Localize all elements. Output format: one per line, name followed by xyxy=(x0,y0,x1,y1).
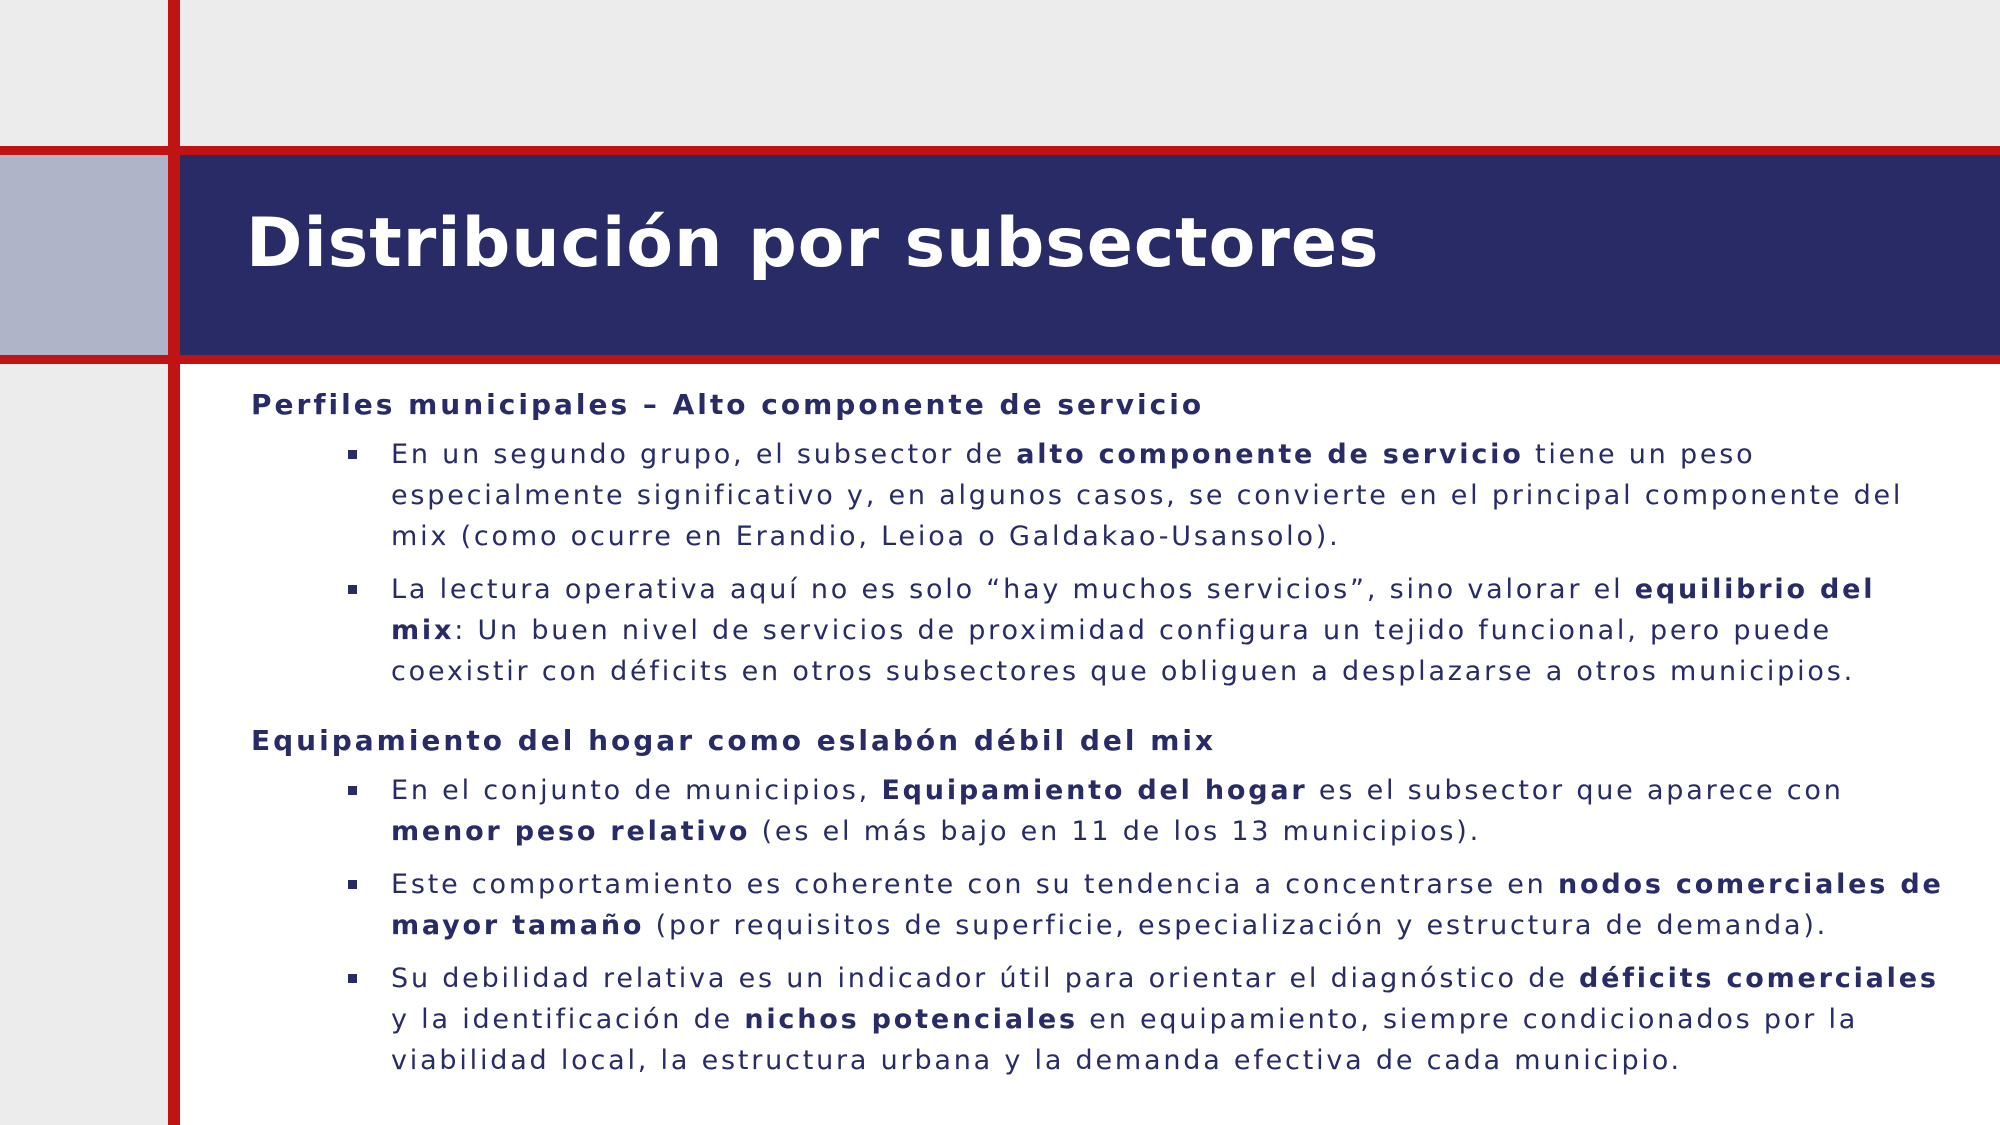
bold-text: menor peso relativo xyxy=(391,816,751,847)
square-bullet-icon xyxy=(348,585,357,594)
square-bullet-icon xyxy=(348,450,357,459)
square-bullet-icon xyxy=(348,880,357,889)
red-rule-top xyxy=(0,146,2000,155)
left-margin-panel xyxy=(0,364,168,1125)
bullet-text: Su debilidad relativa es un indicador útil para orientar el diagnóstico de déficits comerciales y la identificación de nichos potenciales en equipamiento, siempre condicionados por la viabilidad local, la estructura urbana y la demanda efectiva de cada municipio. xyxy=(391,963,1939,1076)
bold-text: alto componente de servicio xyxy=(1016,439,1524,470)
bold-text: Equipamiento del hogar xyxy=(881,775,1308,806)
bold-text: equilibrio del mix xyxy=(391,574,1876,646)
top-background-band xyxy=(0,0,2000,146)
bullet-text: En un segundo grupo, el subsector de alto componente de servicio tiene un peso especialmente significativo y, en algunos casos, se convierte en el principal componente del mix (como ocurre en Erandio, Leioa o Galdakao-Usansolo). xyxy=(391,439,1904,552)
bold-text: nodos comerciales de mayor tamaño xyxy=(391,869,1944,941)
red-rule-bottom xyxy=(0,355,2000,364)
slide-body xyxy=(251,386,1951,1093)
bullet-text: Este comportamiento es coherente con su tendencia a concentrarse en nodos comerciales de mayor tamaño (por requisitos de superficie, especialización y estructura de demanda). xyxy=(391,869,1944,941)
section-heading: Perfiles municipales – Alto componente de servicio xyxy=(251,388,1205,421)
bold-text: nichos potenciales xyxy=(744,1004,1078,1035)
bullet-list xyxy=(251,434,1951,692)
decorative-square xyxy=(0,155,168,355)
bullet-item xyxy=(251,864,1951,946)
bullet-item xyxy=(251,434,1951,557)
square-bullet-icon xyxy=(348,974,357,983)
bullet-item xyxy=(251,958,1951,1081)
bold-text: déficits comerciales xyxy=(1578,963,1939,994)
bullet-text: En el conjunto de municipios, Equipamiento del hogar es el subsector que aparece con menor peso relativo (es el más bajo en 11 de los 13 municipios). xyxy=(391,775,1844,847)
section-heading: Equipamiento del hogar como eslabón débil del mix xyxy=(251,724,1217,757)
slide-title: Distribución por subsectores xyxy=(246,204,1380,283)
bullet-text: La lectura operativa aquí no es solo “hay muchos servicios”, sino valorar el equilibrio del mix: Un buen nivel de servicios de proximidad configura un tejido funcional, pero puede coexistir con déficits en otros subsectores que obliguen a desplazarse a otros municipios. xyxy=(391,574,1876,687)
bullet-item xyxy=(251,770,1951,852)
bullet-item xyxy=(251,569,1951,692)
bullet-list xyxy=(251,770,1951,1081)
red-rule-vertical xyxy=(168,0,180,1125)
square-bullet-icon xyxy=(348,786,357,795)
